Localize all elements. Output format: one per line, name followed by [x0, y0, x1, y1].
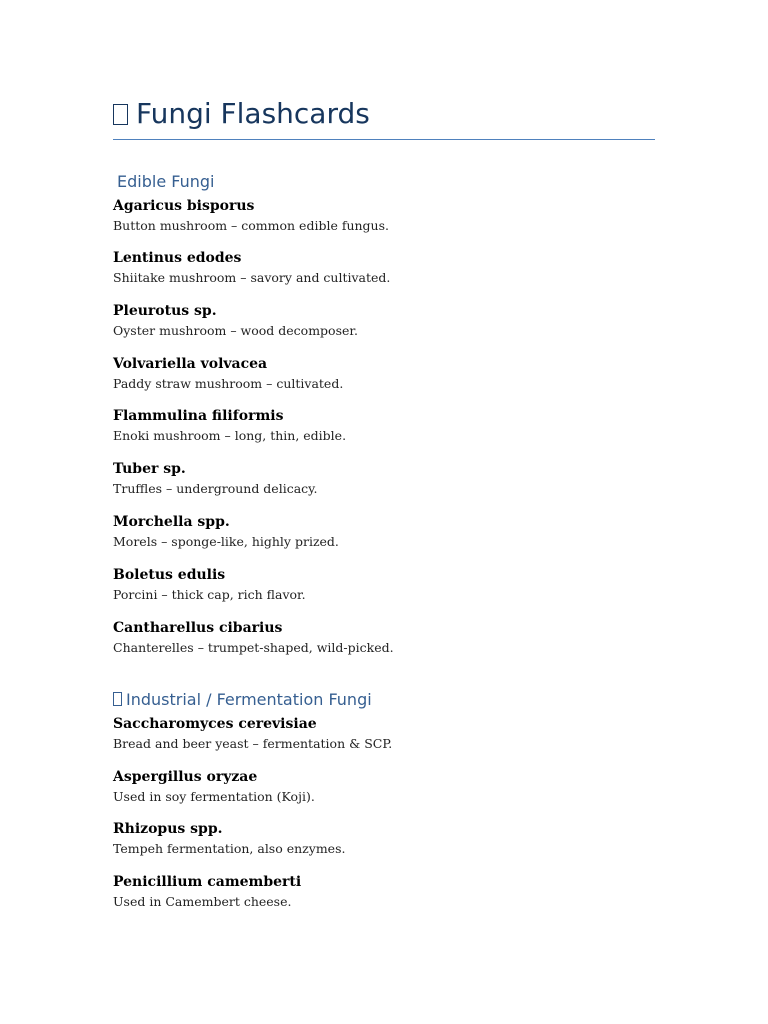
flashcard-term: Cantharellus cibarius	[113, 620, 283, 636]
title-divider	[113, 139, 655, 140]
flashcard-term: Penicillium camemberti	[113, 874, 302, 890]
section-heading-text: Edible Fungi	[117, 172, 215, 191]
document-title	[113, 96, 370, 132]
flashcard	[113, 768, 655, 806]
flashcard-term: Agaricus bisporus	[113, 198, 255, 214]
flashcard	[113, 715, 655, 753]
flashcard-term: Pleurotus sp.	[113, 303, 217, 319]
flashcard	[113, 407, 655, 445]
flashcard-definition: Bread and beer yeast – fermentation & SCP.	[113, 736, 393, 751]
flashcard	[113, 873, 655, 911]
section-heading-edible	[117, 172, 214, 192]
flashcard-definition: Truffles – underground delicacy.	[113, 481, 318, 496]
flashcard-term: Tuber sp.	[113, 461, 186, 477]
flashcard-term: Lentinus edodes	[113, 250, 242, 266]
flashcard-definition: Morels – sponge-like, highly prized.	[113, 534, 339, 549]
flashcard	[113, 197, 655, 235]
flashcard-term: Morchella spp.	[113, 514, 230, 530]
flashcard	[113, 820, 655, 858]
flashcard	[113, 249, 655, 287]
flashcard	[113, 619, 655, 657]
flashcard-term: Boletus edulis	[113, 567, 226, 583]
flashcard-definition: Used in Camembert cheese.	[113, 894, 292, 909]
flashcard-definition: Tempeh fermentation, also enzymes.	[113, 841, 346, 856]
flashcard-term: Rhizopus spp.	[113, 821, 223, 837]
flashcard-definition: Chanterelles – trumpet-shaped, wild-picked.	[113, 640, 394, 655]
flashcard-definition: Used in soy fermentation (Koji).	[113, 789, 315, 804]
flashcard-definition: Shiitake mushroom – savory and cultivated.	[113, 270, 391, 285]
flashcard-definition: Button mushroom – common edible fungus.	[113, 218, 389, 233]
flashcard	[113, 355, 655, 393]
flashcard-term: Saccharomyces cerevisiae	[113, 716, 317, 732]
section-heading-text: Industrial / Fermentation Fungi	[126, 690, 372, 709]
flashcard-definition: Porcini – thick cap, rich flavor.	[113, 587, 306, 602]
flashcard-definition: Paddy straw mushroom – cultivated.	[113, 376, 344, 391]
flashcard	[113, 513, 655, 551]
missing-glyph-icon	[113, 104, 128, 125]
flashcard-term: Volvariella volvacea	[113, 356, 268, 372]
flashcard	[113, 566, 655, 604]
flashcard-definition: Oyster mushroom – wood decomposer.	[113, 323, 358, 338]
flashcard	[113, 460, 655, 498]
flashcard-term: Flammulina filiformis	[113, 408, 284, 424]
section-heading-industrial	[113, 690, 372, 710]
flashcard-definition: Enoki mushroom – long, thin, edible.	[113, 428, 347, 443]
document-title-text: Fungi Flashcards	[136, 97, 370, 130]
missing-glyph-icon	[113, 692, 122, 706]
flashcard	[113, 302, 655, 340]
flashcard-term: Aspergillus oryzae	[113, 769, 258, 785]
